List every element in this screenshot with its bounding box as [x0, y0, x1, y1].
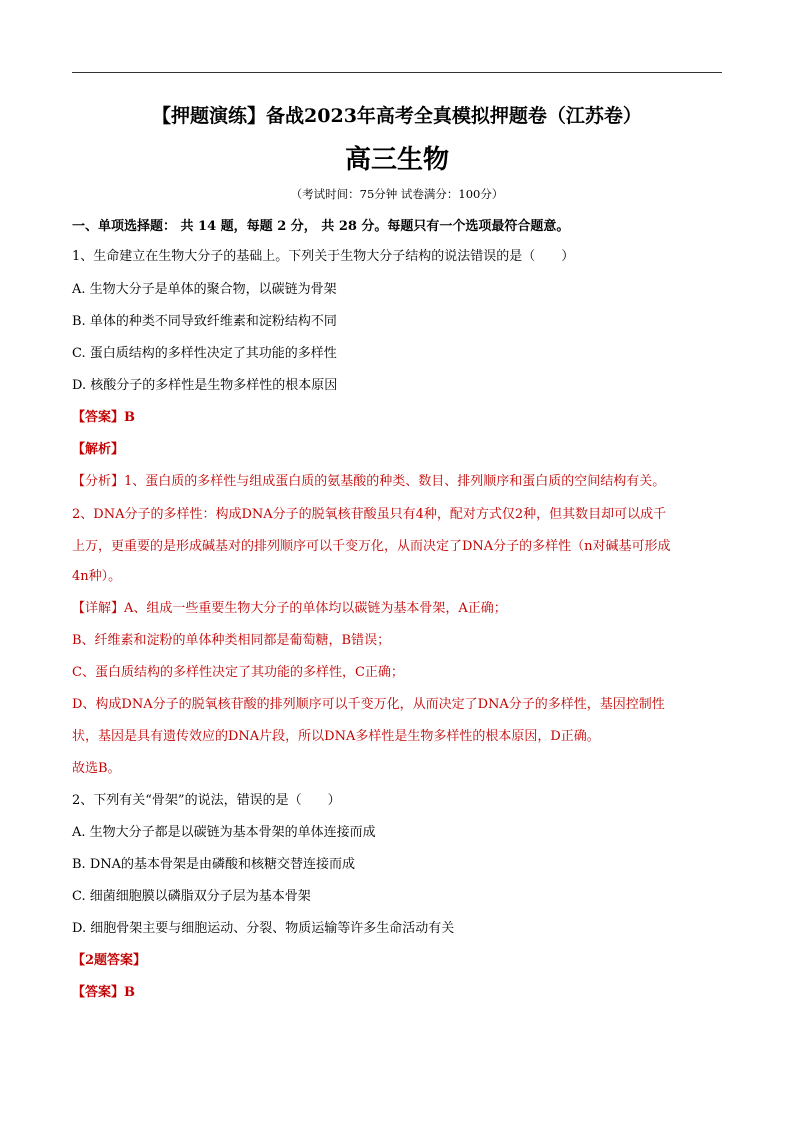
q2-option-d: D. 细胞骨架主要与细胞运动、分裂、物质运输等许多生命活动有关 [72, 921, 455, 936]
q1-option-d: D. 核酸分子的多样性是生物多样性的根本原因 [72, 378, 338, 393]
q1-option-c: C. 蛋白质结构的多样性决定了其功能的多样性 [72, 346, 337, 361]
q1-option-a: A. 生物大分子是单体的聚合物，以碳链为骨架 [72, 282, 337, 297]
q1-detail-line: 【详解】A、组成一些重要生物大分子的单体均以碳链为基本骨架，A正确； [72, 601, 507, 616]
q2-option-c: C. 细菌细胞膜以磷脂双分子层为基本骨架 [72, 889, 311, 904]
q2-stem: 2、下列有关“骨架”的说法，错误的是（ ） [72, 793, 341, 808]
q1-analysis-label: 【解析】 [72, 442, 125, 457]
q1-option-b: B. 单体的种类不同导致纤维素和淀粉结构不同 [72, 314, 337, 329]
q2-answer-label: 【2题答案】 [72, 953, 147, 968]
q1-conclusion: 故选B。 [72, 761, 121, 776]
section-heading: 一、单项选择题： 共 14 题，每题 2 分， 共 28 分。每题只有一个选项最符合题意。 [72, 219, 570, 234]
top-rule [72, 72, 722, 73]
q1-stem: 1、生命建立在生物大分子的基础上。下列关于生物大分子结构的说法错误的是（ ） [72, 249, 575, 264]
q1-analysis-line: 4n种）。 [72, 569, 122, 584]
q2-option-b: B. DNA的基本骨架是由磷酸和核糖交替连接而成 [72, 857, 356, 872]
q1-detail-line: 状，基因是具有遗传效应的DNA片段，所以DNA多样性是生物多样性的根本原因，D正确。 [72, 729, 600, 744]
q1-detail-line: D、构成DNA分子的脱氧核苷酸的排列顺序可以千变万化，从而决定了DNA分子的多样性，基因控制性 [72, 697, 665, 712]
q1-analysis-line: 上万，更重要的是形成碱基对的排列顺序可以千变万化，从而决定了DNA分子的多样性（n对碱基可形成 [72, 539, 671, 554]
q1-detail-line: B、纤维素和淀粉的单体种类相同都是葡萄糖，B错误； [72, 633, 391, 648]
exam-header-title: 【押题演练】备战2023年高考全真模拟押题卷（江苏卷） [152, 105, 642, 127]
q1-answer: 【答案】B [72, 410, 135, 425]
subject-title: 高三生物 [344, 145, 449, 175]
exam-info: （考试时间：75分钟 试卷满分：100分） [290, 187, 504, 201]
q2-option-a: A. 生物大分子都是以碳链为基本骨架的单体连接而成 [72, 825, 376, 840]
q1-analysis-line: 【分析】1、蛋白质的多样性与组成蛋白质的氨基酸的种类、数目、排列顺序和蛋白质的空间结构有关。 [72, 474, 666, 489]
q2-answer: 【答案】B [72, 985, 135, 1000]
q1-detail-line: C、蛋白质结构的多样性决定了其功能的多样性，C正确； [72, 665, 404, 680]
q1-analysis-line: 2、DNA分子的多样性：构成DNA分子的脱氧核苷酸虽只有4种，配对方式仅2种，但其数目却可以成千 [72, 507, 667, 522]
